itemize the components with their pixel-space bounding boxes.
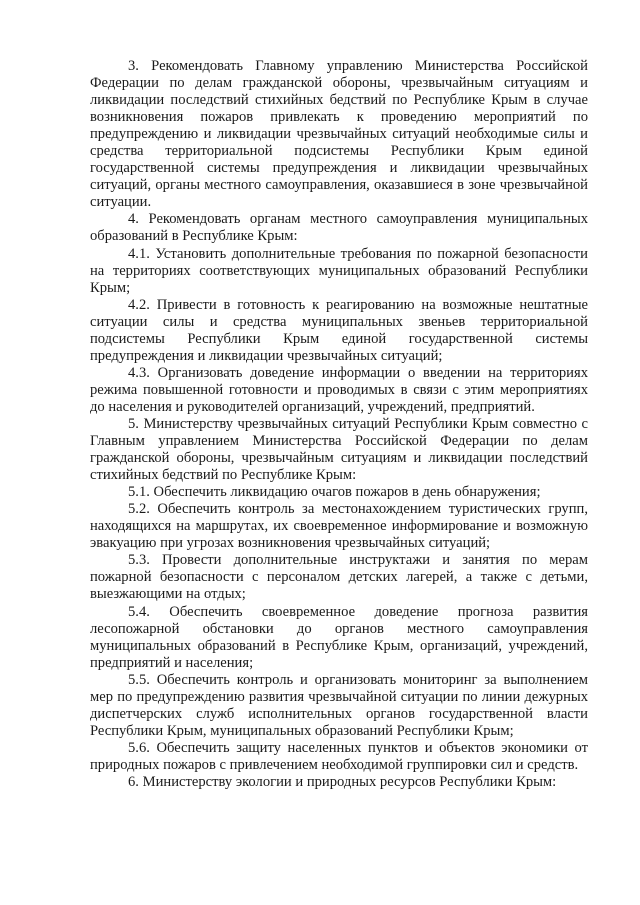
paragraph-4-1: 4.1. Установить дополнительные требования по пожарной безопасности на территориях соответствующих муниципальных образований Республики Крым; (90, 245, 588, 296)
paragraph-5-4: 5.4. Обеспечить своевременное доведение прогноза развития лесопожарной обстановки до органов местного самоуправления муниципальных образований в Республике Крым, организаций, учреждений, предприятий и населения; (90, 603, 588, 671)
paragraph-6: 6. Министерству экологии и природных ресурсов Республики Крым: (128, 773, 557, 790)
paragraph-5-1: 5.1. Обеспечить ликвидацию очагов пожаров в день обнаружения; (128, 484, 541, 501)
paragraph-5-5: 5.5. Обеспечить контроль и организовать мониторинг за выполнением мер по предупреждению развития чрезвычайной ситуации по линии дежурных диспетчерских служб исполнительных органов государственной власти Республики Крым, муниципальных образований Республики Крым; (90, 671, 588, 739)
paragraph-5-3: 5.3. Провести дополнительные инструктажи и занятия по мерам пожарной безопасности с персоналом детских лагерей, а также с детьми, выезжающими на отдых; (90, 552, 588, 603)
paragraph-4-2: 4.2. Привести в готовность к реагированию на возможные нештатные ситуации силы и средства муниципальных звеньев территориальной подсистемы Республики Крым единой государственной системы предупреждения и ликвидации чрезвычайных ситуаций; (90, 296, 588, 364)
paragraph-5: 5. Министерству чрезвычайных ситуаций Республики Крым совместно с Главным управлением Министерства Российской Федерации по делам гражданской обороны, чрезвычайным ситуациям и ликвидации последствий стихийных бедствий по Республике Крым: (90, 415, 588, 484)
paragraph-4-3: 4.3. Организовать доведение информации о введении на территориях режима повышенной готовности и проводимых в связи с этим мероприятиях до населения и руководителей организаций, учреждений, предприятий. (90, 364, 588, 415)
paragraph-4: 4. Рекомендовать органам местного самоуправления муниципальных образований в Республике Крым: (90, 211, 588, 245)
paragraph-5-2: 5.2. Обеспечить контроль за местонахождением туристических групп, находящихся на маршрутах, их своевременное информирование и возможную эвакуацию при угрозах возникновения чрезвычайных ситуаций; (90, 501, 588, 552)
paragraph-5-6: 5.6. Обеспечить защиту населенных пунктов и объектов экономики от природных пожаров с привлечением необходимой группировки сил и средств. (90, 739, 588, 773)
paragraph-3: 3. Рекомендовать Главному управлению Министерства Российской Федерации по делам гражданской обороны, чрезвычайным ситуациям и ликвидации последствий стихийных бедствий по Республике Крым в случае возникновения пожаров привлекать к проведению мероприятий по предупреждению и ликвидации чрезвычайных ситуаций необходимые силы и средства территориальной подсистемы Республики Крым единой государственной системы предупреждения и ликвидации чрезвычайных ситуаций, органы местного самоуправления, оказавшиеся в зоне чрезвычайной ситуации. (90, 58, 588, 211)
